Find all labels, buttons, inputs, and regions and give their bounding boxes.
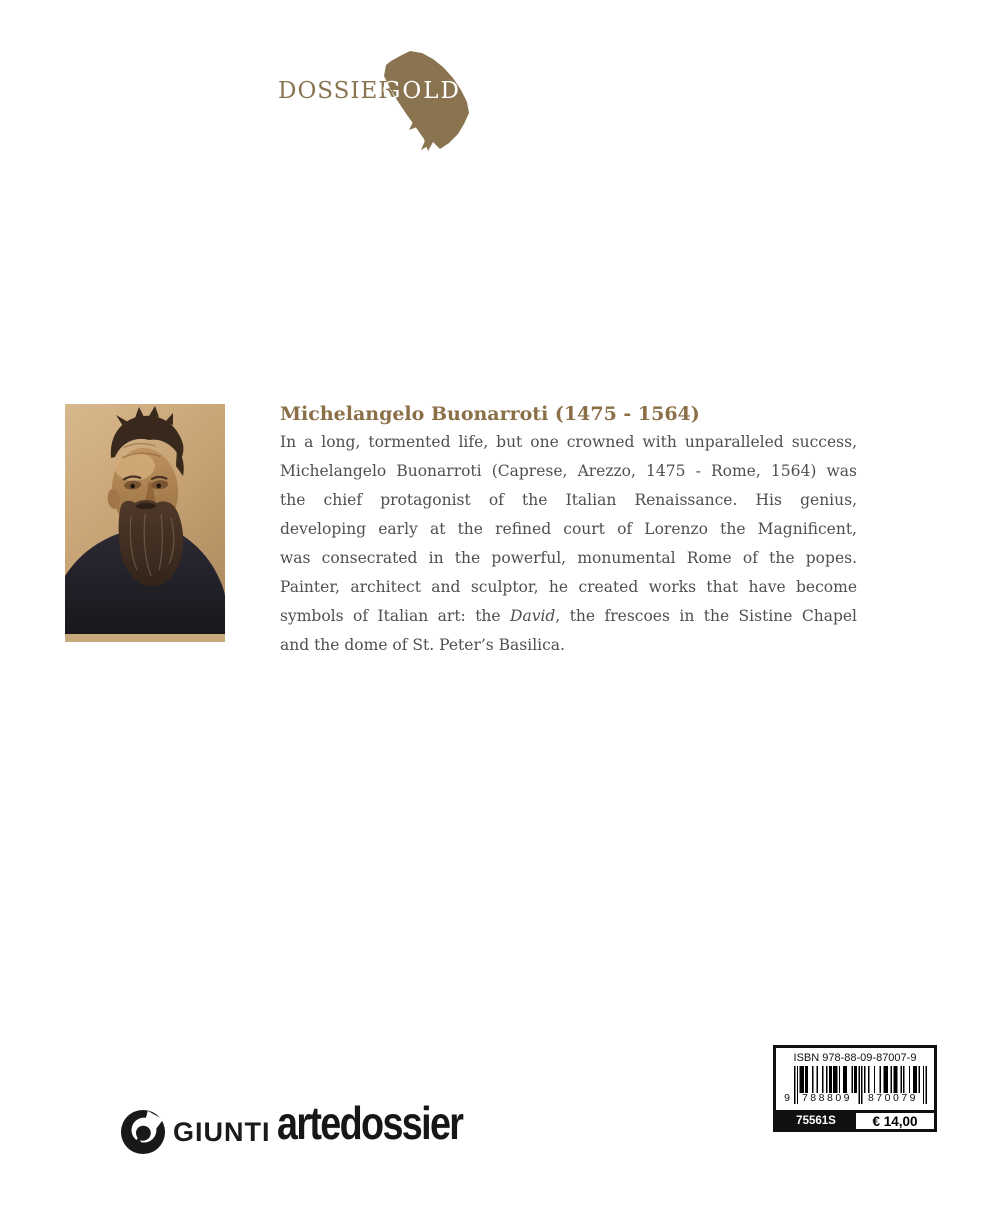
bio-line-segment: symbols of Italian art: the: [280, 607, 511, 625]
barcode-panel: [776, 1048, 934, 1110]
bio-line: the chief protagonist of the Italian Renaissance. His genius,: [280, 491, 857, 509]
portrait-painting-graphic: [65, 404, 225, 642]
isbn-number: ISBN 978-88-09-87007-9: [793, 1052, 917, 1064]
bio-line: In a long, tormented life, but one crowned with unparalleled success,: [280, 433, 857, 451]
dossier-gold-logo: [0, 0, 1000, 170]
bio-line: developing early at the refined court of Lorenzo the Magnificent,: [280, 520, 857, 538]
brand-word-dossier: DOSSIER: [278, 78, 397, 104]
artedossier-wordmark: artedossier: [277, 1097, 463, 1149]
catalog-code: 75561S: [796, 1115, 836, 1127]
isbn-barcode-block: [773, 1045, 937, 1132]
bio-paragraph: [280, 428, 857, 660]
giunti-wordmark: GIUNTI: [173, 1117, 271, 1147]
barcode-digit-first: 9: [782, 1093, 793, 1104]
ean13-barcode: [784, 1066, 927, 1104]
bio-line: [280, 602, 857, 631]
price-row: [776, 1113, 934, 1129]
bio-line: Michelangelo Buonarroti (Caprese, Arezzo, 1475 - Rome, 1564) was: [280, 462, 857, 480]
michelangelo-portrait: [65, 404, 225, 642]
bio-line: Painter, architect and sculptor, he created works that have become: [280, 578, 857, 596]
barcode-digits-left: 788809: [798, 1093, 857, 1104]
barcode-digits-right: 870079: [864, 1093, 923, 1104]
brand-word-gold: GOLD: [382, 78, 461, 104]
bio-line: and the dome of St. Peter’s Basilica.: [280, 636, 565, 654]
giunti-logo-icon: [120, 1109, 166, 1155]
bio-line-segment: , the frescoes in the Sistine Chapel: [555, 607, 857, 625]
bio-section: [280, 402, 857, 660]
bio-line-segment-italic: David: [510, 607, 556, 625]
bio-heading: Michelangelo Buonarroti (1475 - 1564): [280, 403, 700, 425]
price-label: € 14,00: [856, 1113, 934, 1129]
bio-line: was consecrated in the powerful, monumental Rome of the popes.: [280, 549, 857, 567]
